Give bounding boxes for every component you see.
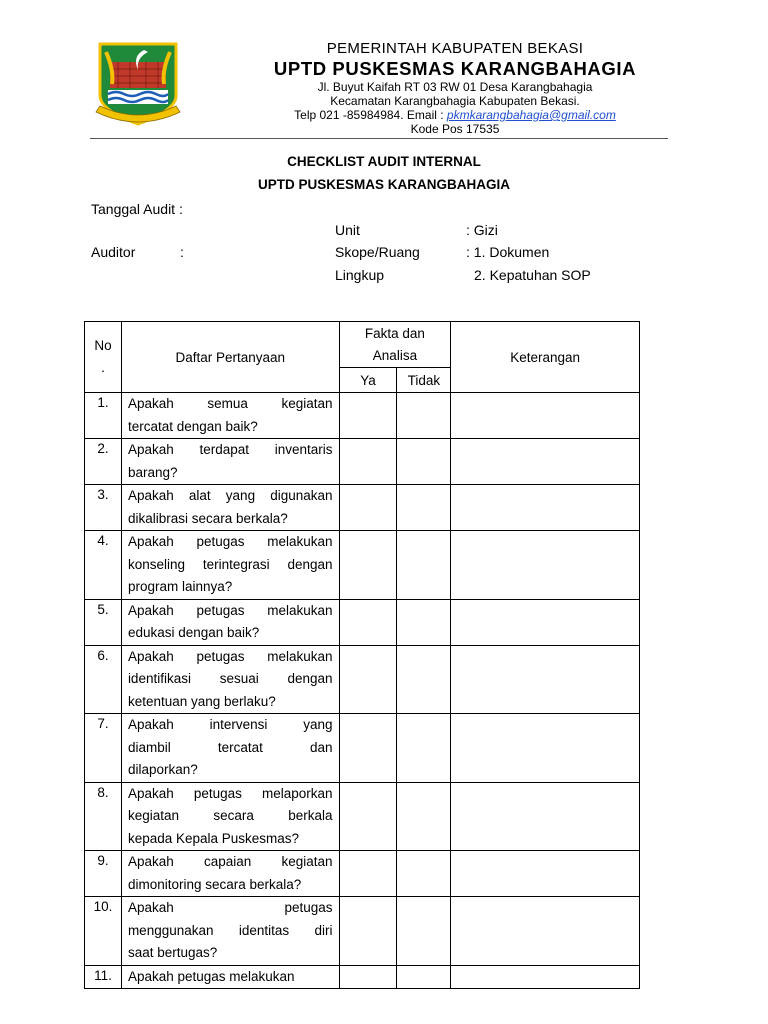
table-row — [85, 782, 640, 851]
ya-cell[interactable] — [339, 439, 397, 485]
auditor-colon: : — [180, 244, 184, 260]
question-line: tercatat dengan baik? — [127, 418, 258, 434]
ya-cell[interactable] — [339, 645, 397, 714]
question-line: Apakah intervensi yang — [127, 717, 333, 732]
tidak-cell[interactable] — [397, 965, 451, 989]
tanggal-audit-label: Tanggal Audit : — [91, 201, 183, 217]
table-row — [85, 531, 640, 600]
question-line: dilaporkan? — [127, 762, 198, 777]
keterangan-cell[interactable] — [451, 897, 640, 966]
row-number: 1. — [85, 393, 122, 439]
email-link[interactable]: pkmkarangbahagia@gmail.com — [446, 108, 616, 122]
question-line: Apakah petugas melaporkan — [127, 785, 333, 801]
row-number: 10. — [85, 897, 122, 966]
skope-value: : 1. Dokumen — [466, 244, 550, 260]
question-line: Apakah petugas melakukan — [127, 648, 333, 664]
header-question: Daftar Pertanyaan — [121, 322, 339, 393]
government-name: PEMERINTAH KABUPATEN BEKASI — [326, 40, 584, 57]
row-number: 5. — [85, 599, 122, 645]
address-line: Jl. Buyut Kaifah RT 03 RW 01 Desa Karangbahagia — [317, 80, 593, 94]
question-line: kegiatan secara berkala — [127, 808, 333, 823]
keterangan-cell[interactable] — [451, 645, 640, 714]
audit-checklist-table — [84, 321, 640, 989]
table-row — [85, 714, 640, 783]
letterhead-divider — [90, 138, 668, 139]
tidak-cell[interactable] — [397, 782, 451, 851]
header-no: No . — [85, 322, 122, 393]
row-number: 2. — [85, 439, 122, 485]
question-line: Apakah petugas melakukan — [127, 534, 333, 549]
document-title: CHECKLIST AUDIT INTERNAL — [287, 154, 481, 169]
question-line: barang? — [127, 464, 178, 480]
document-subtitle: UPTD PUSKESMAS KARANGBAHAGIA — [257, 177, 510, 192]
keterangan-cell[interactable] — [451, 531, 640, 600]
contact-line — [242, 108, 668, 122]
question-line: diambil tercatat dan — [127, 739, 333, 755]
row-number: 11. — [85, 965, 122, 989]
row-number: 9. — [85, 851, 122, 897]
question-text — [121, 782, 339, 851]
header-fakta-analisa: Fakta dan Analisa — [339, 322, 451, 368]
tidak-cell[interactable] — [397, 393, 451, 439]
keterangan-cell[interactable] — [451, 485, 640, 531]
question-line: Apakah terdapat inventaris — [127, 442, 333, 457]
header-tidak: Tidak — [397, 368, 451, 393]
tidak-cell[interactable] — [397, 897, 451, 966]
question-line: Apakah semua kegiatan — [127, 396, 333, 411]
question-line: Apakah petugas melakukan — [127, 602, 333, 618]
auditor-label: Auditor — [91, 244, 136, 260]
question-line: dimonitoring secara berkala? — [127, 876, 302, 892]
ya-cell[interactable] — [339, 897, 397, 966]
ya-cell[interactable] — [339, 851, 397, 897]
table-row — [85, 439, 640, 485]
keterangan-cell[interactable] — [451, 782, 640, 851]
question-text — [121, 714, 339, 783]
tidak-cell[interactable] — [397, 599, 451, 645]
table-row — [85, 851, 640, 897]
question-line: Apakah petugas melakukan — [127, 968, 295, 984]
ya-cell[interactable] — [339, 485, 397, 531]
question-line: saat bertugas? — [127, 945, 218, 960]
question-text — [121, 599, 339, 645]
question-text — [121, 965, 339, 989]
question-text — [121, 645, 339, 714]
question-text — [121, 531, 339, 600]
checklist-rows — [85, 393, 640, 989]
table-row — [85, 393, 640, 439]
tidak-cell[interactable] — [397, 645, 451, 714]
question-line: identifikasi sesuai dengan — [127, 671, 333, 686]
table-row — [85, 965, 640, 989]
question-line: Apakah petugas — [127, 900, 333, 915]
table-row — [85, 897, 640, 966]
question-line: menggunakan identitas diri — [127, 922, 333, 938]
question-text — [121, 897, 339, 966]
question-line: dikalibrasi secara berkala? — [127, 510, 288, 526]
keterangan-cell[interactable] — [451, 439, 640, 485]
keterangan-cell[interactable] — [451, 393, 640, 439]
row-number: 3. — [85, 485, 122, 531]
question-line: kepada Kepala Puskesmas? — [127, 830, 300, 846]
tidak-cell[interactable] — [397, 439, 451, 485]
keterangan-cell[interactable] — [451, 599, 640, 645]
phone-text: Telp 021 -85984984. Email : — [294, 108, 447, 122]
institution-name: UPTD PUSKESMAS KARANGBAHAGIA — [273, 58, 637, 79]
question-text — [121, 485, 339, 531]
header-keterangan: Keterangan — [451, 322, 640, 393]
row-number: 8. — [85, 782, 122, 851]
table-row — [85, 485, 640, 531]
tidak-cell[interactable] — [397, 851, 451, 897]
question-text — [121, 393, 339, 439]
question-line: konseling terintegrasi dengan — [127, 556, 333, 572]
keterangan-cell[interactable] — [451, 851, 640, 897]
lingkup-value: 2. Kepatuhan SOP — [474, 267, 591, 283]
header-ya: Ya — [339, 368, 397, 393]
lingkup-label: Lingkup — [335, 267, 385, 283]
ya-cell[interactable] — [339, 714, 397, 783]
question-line: edukasi dengan baik? — [127, 625, 260, 640]
question-text — [121, 439, 339, 485]
question-line: Apakah capaian kegiatan — [127, 854, 333, 869]
ya-cell[interactable] — [339, 531, 397, 600]
row-number: 6. — [85, 645, 122, 714]
letterhead — [90, 38, 668, 136]
table-row — [85, 645, 640, 714]
unit-value: : Gizi — [466, 222, 498, 238]
ya-cell[interactable] — [339, 782, 397, 851]
postal-line: Kode Pos 17535 — [410, 122, 500, 136]
unit-label: Unit — [335, 222, 360, 238]
question-line: ketentuan yang berlaku? — [127, 693, 276, 709]
question-line: program lainnya? — [127, 579, 233, 594]
tidak-cell[interactable] — [397, 485, 451, 531]
ya-cell[interactable] — [339, 393, 397, 439]
keterangan-cell[interactable] — [451, 965, 640, 989]
skope-label: Skope/Ruang — [335, 244, 420, 260]
tidak-cell[interactable] — [397, 714, 451, 783]
row-number: 4. — [85, 531, 122, 600]
district-line: Kecamatan Karangbahagia Kabupaten Bekasi. — [330, 94, 580, 108]
table-row — [85, 599, 640, 645]
ya-cell[interactable] — [339, 599, 397, 645]
question-line: Apakah alat yang digunakan — [127, 488, 333, 503]
bekasi-regency-emblem-icon — [92, 40, 184, 130]
ya-cell[interactable] — [339, 965, 397, 989]
keterangan-cell[interactable] — [451, 714, 640, 783]
tidak-cell[interactable] — [397, 531, 451, 600]
question-text — [121, 851, 339, 897]
row-number: 7. — [85, 714, 122, 783]
letterhead-text — [242, 38, 668, 136]
